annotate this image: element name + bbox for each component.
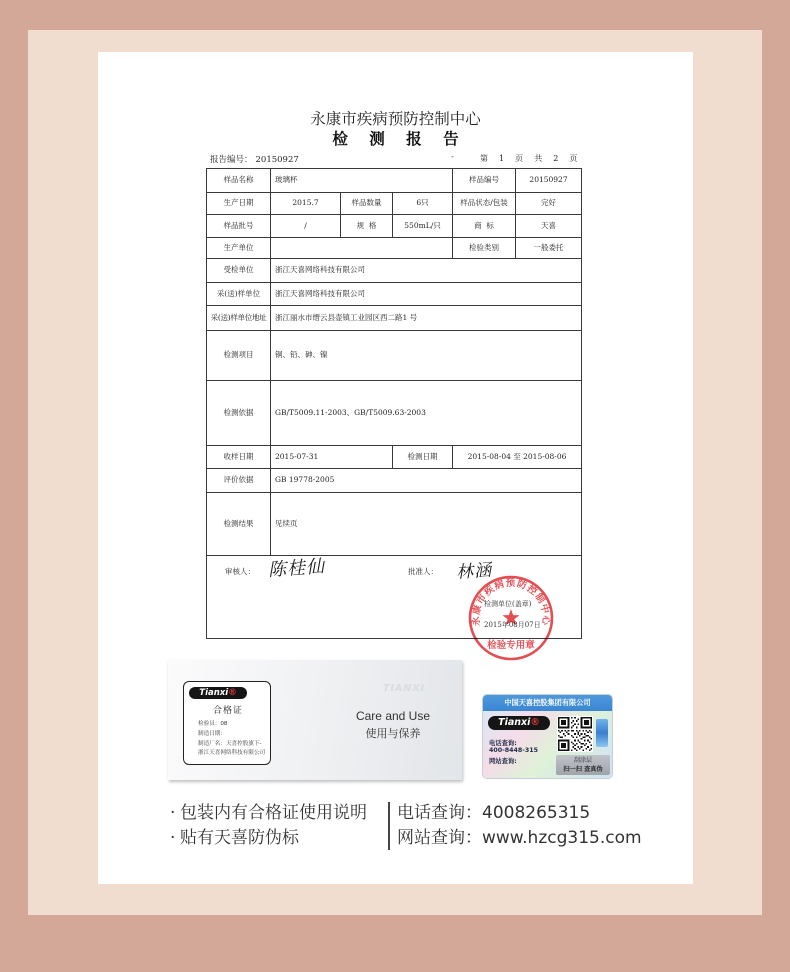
sampling-unit-value: 浙江天喜网络科技有限公司 — [271, 283, 582, 306]
bullet-icon: · — [170, 803, 176, 823]
contact-website-value[interactable]: www.hzcg315.com — [482, 828, 642, 848]
sampling-address-value: 浙江丽水市缙云县壶镇工业园区西二路1 号 — [271, 306, 582, 331]
test-date-label: 检测日期 — [393, 446, 453, 469]
approver-signature: 林涵 — [455, 560, 493, 583]
certificate-inspector: 检验员：08 — [198, 721, 228, 727]
report-org-name: 永康市疾病预防控制中心 — [310, 110, 481, 128]
report-number — [210, 153, 299, 165]
producer-label: 生产单位 — [207, 238, 271, 259]
contact-phone-value[interactable]: 4008265315 — [482, 803, 591, 823]
report-title: 检 测 报 告 — [332, 129, 467, 148]
inspected-unit-value: 浙江天喜网络科技有限公司 — [271, 259, 582, 283]
producer-value — [271, 238, 453, 259]
table-row — [207, 259, 582, 283]
evaluation-basis-value: GB 19778-2005 — [271, 469, 582, 493]
table-row — [207, 215, 582, 238]
table-row — [207, 169, 582, 193]
production-date-value: 2015.7 — [271, 193, 341, 215]
table-row — [207, 469, 582, 493]
note-text: 贴有天喜防伪标 — [180, 828, 299, 848]
result-label: 检测结果 — [207, 493, 271, 556]
seal-bottom-text: 检验专用章 — [487, 640, 535, 651]
reviewer-label: 审核人： — [225, 567, 255, 576]
test-items-label: 检测项目 — [207, 331, 271, 381]
state-label: 样品状态/包装 — [453, 193, 516, 215]
spec-value: 550mL/只 — [393, 215, 453, 238]
production-date-label: 生产日期 — [207, 193, 271, 215]
scratch-label: 刮涂层 — [573, 757, 592, 764]
care-title-cn: 使用与保养 — [365, 727, 421, 740]
category-label: 检验类别 — [453, 238, 516, 259]
sampling-address-label: 采(送)样单位地址 — [207, 306, 271, 331]
receive-date-value: 2015-07-31 — [271, 446, 393, 469]
quantity-value: 6只 — [393, 193, 453, 215]
note-item — [170, 803, 367, 823]
note-text: 包装内有合格证使用说明 — [180, 803, 367, 823]
scratch-area[interactable] — [556, 755, 610, 775]
sticker-logo — [488, 716, 550, 730]
certificate-manufacturer: 浙江天喜网络科技有限公司 — [198, 750, 266, 756]
brand-logo-text: Tianxi — [199, 688, 229, 698]
certificate-card — [168, 660, 462, 780]
sample-no-value: 20150927 — [516, 169, 582, 193]
table-row — [207, 306, 582, 331]
note-item — [170, 828, 299, 848]
quantity-label: 样品数量 — [341, 193, 393, 215]
test-basis-value: GB/T5009.11-2003、GB/T5009.63-2003 — [271, 381, 582, 446]
test-basis-label: 检测依据 — [207, 381, 271, 446]
report-number-value: 20150927 — [255, 155, 299, 165]
table-row — [207, 381, 582, 446]
spec-label: 规 格 — [341, 215, 393, 238]
official-seal — [466, 573, 556, 663]
scan-verify-label: 扫一扫 查真伪 — [563, 766, 603, 773]
test-items-value: 铜、铅、砷、镍 — [271, 331, 582, 381]
certificate-manufacturer-label: 制造厂名：天喜控股旗下- — [198, 741, 262, 747]
seal-arc-text: 永康市疾病预防控制中心 — [470, 577, 552, 627]
sample-no-label: 样品编号 — [453, 169, 516, 193]
certificate-manufacture-date: 制造日期： — [198, 731, 226, 737]
hologram-mark — [596, 719, 608, 747]
sticker-phone-label: 电话查询: — [489, 740, 517, 747]
brand-value: 天喜 — [516, 215, 582, 238]
table-row — [207, 446, 582, 469]
stamp-label: 检测单位(盖章) — [484, 600, 532, 608]
registered-mark: ® — [530, 717, 540, 728]
result-value: 见续页 — [271, 493, 582, 556]
sticker-web-label: 网站查询: — [489, 758, 517, 765]
contact-website-label: 网站查询： — [397, 828, 482, 848]
test-date-value: 2015-08-04 至 2015-08-06 — [453, 446, 582, 469]
batch-value: / — [271, 215, 341, 238]
sticker-logo-text: Tianxi — [498, 717, 531, 728]
table-row — [207, 283, 582, 306]
sample-name-label: 样品名称 — [207, 169, 271, 193]
report-sheet — [98, 52, 693, 884]
qr-code[interactable] — [557, 716, 593, 752]
certificate-title: 合格证 — [212, 706, 243, 716]
brand-logo — [189, 687, 247, 699]
report-table — [206, 168, 582, 639]
sticker-company: 中国天喜控股集团有限公司 — [483, 695, 612, 711]
table-row — [207, 238, 582, 259]
notes-divider — [388, 802, 390, 850]
stamp-date: 2015年08月07日 — [484, 621, 541, 629]
batch-label: 样品批号 — [207, 215, 271, 238]
page-indicator: 第 1 页 共 2 页 — [480, 154, 578, 163]
contact-website — [397, 828, 642, 848]
contact-phone-label: 电话查询： — [397, 803, 482, 823]
inspected-unit-label: 受检单位 — [207, 259, 271, 283]
anti-counterfeit-sticker — [483, 695, 612, 778]
care-title-en: Care and Use — [355, 709, 431, 723]
registered-mark: ® — [228, 688, 237, 698]
table-row — [207, 193, 582, 215]
report-mark: - — [451, 152, 454, 161]
approver-label: 批准人： — [408, 567, 438, 576]
certificate-panel — [183, 681, 271, 765]
reviewer-signature: 陈桂仙 — [267, 556, 326, 581]
bullet-icon: · — [170, 828, 176, 848]
qr-code-icon — [558, 717, 592, 751]
sticker-phone: 400-8448-315 — [489, 747, 539, 754]
table-row — [207, 331, 582, 381]
sampling-unit-label: 采(送)样单位 — [207, 283, 271, 306]
sample-name-value: 玻璃杯 — [271, 169, 453, 193]
state-value: 完好 — [516, 193, 582, 215]
watermark-logo: TIANXI — [383, 683, 426, 694]
receive-date-label: 收样日期 — [207, 446, 271, 469]
category-value: 一般委托 — [516, 238, 582, 259]
evaluation-basis-label: 评价依据 — [207, 469, 271, 493]
brand-label: 商 标 — [453, 215, 516, 238]
contact-phone — [397, 803, 590, 823]
star-icon — [502, 609, 519, 625]
report-number-label: 报告编号： — [210, 155, 253, 165]
table-row — [207, 493, 582, 556]
